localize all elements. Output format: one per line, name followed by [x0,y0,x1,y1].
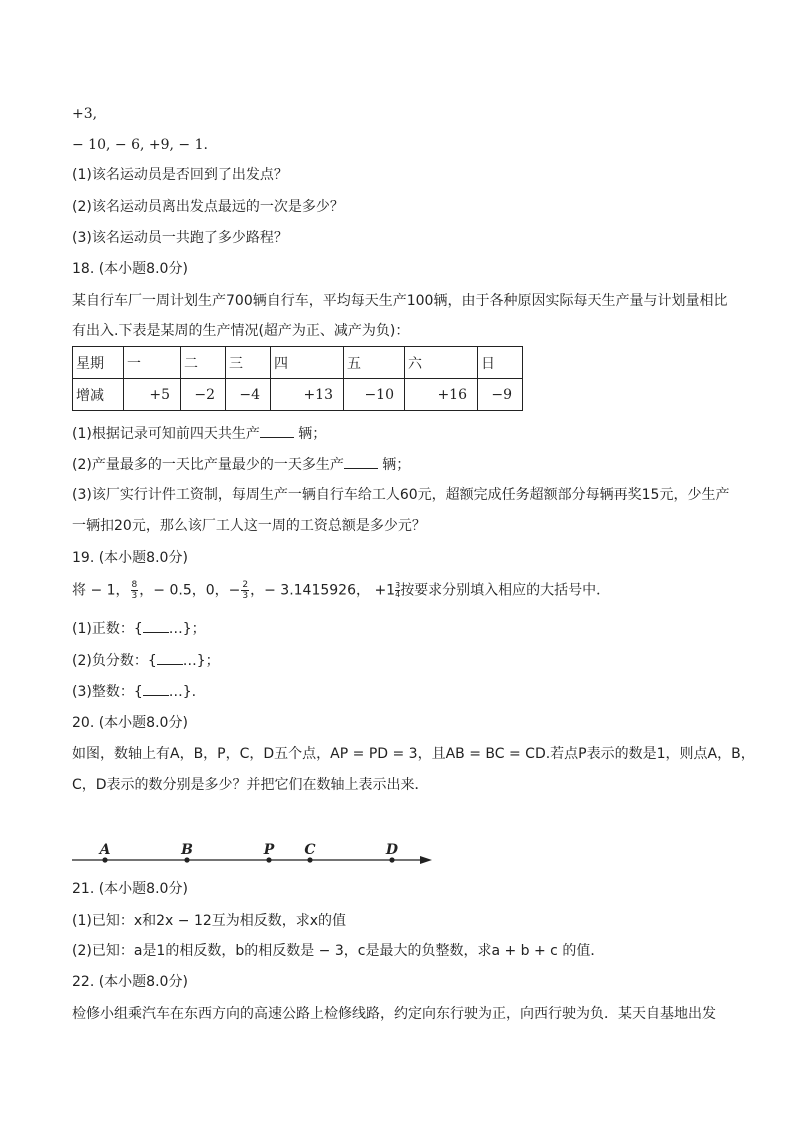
table-day: 一 [124,347,181,379]
answer-blank [143,681,169,696]
table-value: +13 [271,379,344,411]
q19-part1 [72,618,206,639]
answer-blank [260,423,294,438]
q19-part2-end: …}； [182,653,220,669]
axis-label-b: B [181,842,193,858]
q18-part2-unit: 辆； [382,457,411,473]
table-day: 二 [181,347,226,379]
table-header-label: 星期 [73,347,124,379]
table-row [73,379,523,411]
table-row-label: 增减 [73,379,124,411]
q17-part2: (2)该名运动员离出发点最远的一次是多少？ [72,199,344,215]
q19-part1-text: (1)正数：{ [72,621,143,637]
production-table [72,346,523,411]
q18-part1-unit: 辆； [298,426,327,442]
q22-paragraph-1: 检修小组乘汽车在东西方向的高速公路上检修线路，约定向东行驶为正，向西行驶为负．某天自基地出发 [72,1006,716,1022]
q19-part3-text: (3)整数：{ [72,684,143,700]
q19-heading: 19. (本小题8.0分) [72,550,188,566]
fraction-numerator: 3 [395,581,401,590]
table-value: −2 [181,379,226,411]
table-row [73,347,523,379]
q21-part1: (1)已知：x和2x − 12互为相反数，求x的值 [72,913,347,929]
q19-part3-end: …}. [168,684,197,700]
q20-heading: 20. (本小题8.0分) [72,715,188,731]
q19-prompt [72,580,610,601]
number-line [70,836,440,870]
axis-point-p [266,857,271,862]
q22-heading: 22. (本小题8.0分) [72,974,188,990]
answer-blank [344,454,378,469]
q18-part2 [72,454,410,475]
fraction-2-3 [241,580,249,601]
axis-label-a: A [99,842,111,858]
table-value: −9 [478,379,523,411]
fraction-denominator: 3 [242,591,249,601]
line-values-1: +3, [72,106,98,122]
q18-part2-text: (2)产量最多的一天比产量最少的一天多生产 [72,457,344,473]
answer-blank [143,618,169,633]
table-day: 日 [478,347,523,379]
axis-point-c [307,857,312,862]
q18-paragraph-1: 某自行车厂一周计划生产700辆自行车，平均每天生产100辆，由于各种原因实际每天生产量与计划量相比 [72,293,728,309]
axis-point-d [389,857,394,862]
q18-part1-text: (1)根据记录可知前四天共生产 [72,426,260,442]
table-day: 四 [271,347,344,379]
q17-part1: (1)该名运动员是否回到了出发点？ [72,167,288,183]
axis-point-b [184,857,189,862]
q18-heading: 18. (本小题8.0分) [72,261,188,277]
table-value: +16 [405,379,478,411]
q18-paragraph-2: 有出入.下表是某周的生产情况(超产为正、减产为负)： [72,323,410,339]
q21-part2: (2)已知：a是1的相反数，b的相反数是 − 3，c是最大的负整数，求a + b + c 的值． [72,943,605,959]
answer-blank [157,650,183,665]
q19-part3 [72,681,196,702]
q19-part2-text: (2)负分数：{ [72,653,157,669]
axis-label-d: D [385,842,399,858]
q18-part3-line1: (3)该厂实行计件工资制，每周生产一辆自行车给工人60元，超额完成任务超额部分每辆再奖15元，少生产 [72,487,730,503]
q19-text-b: ，− 0.5，0，− [139,582,241,599]
axis-label-p: P [263,842,275,858]
fraction-8-3 [131,580,139,601]
fraction-denominator: 4 [395,590,401,599]
q17-part3: (3)该名运动员一共跑了多少路程？ [72,230,288,246]
q21-heading: 21. (本小题8.0分) [72,881,188,897]
q18-part1 [72,423,326,444]
table-day: 五 [344,347,405,379]
q19-text-c: ，− 3.1415926， +1 [250,582,396,599]
fraction-numerator: 2 [242,580,249,590]
axis-label-c: C [304,842,316,858]
table-value: −10 [344,379,405,411]
q20-paragraph-1: 如图，数轴上有A，B，P，C，D五个点，AP = PD = 3，且AB = BC = CD.若点P表示的数是1，则点A，B， [72,746,755,762]
q19-text-a: 将 − 1， [72,582,130,599]
table-day: 六 [405,347,478,379]
q18-part3-line2: 一辆扣20元，那么该厂工人这一周的工资总额是多少元？ [72,518,426,534]
q19-part1-end: …}； [168,621,206,637]
axis-point-a [102,857,107,862]
table-value: −4 [226,379,271,411]
q19-text-d: 按要求分别填入相应的大括号中． [400,582,611,599]
fraction-denominator: 3 [131,591,138,601]
axis-arrow-icon [420,856,432,864]
table-value: +5 [124,379,181,411]
table-day: 三 [226,347,271,379]
q19-part2 [72,650,220,671]
line-values-2: − 10, − 6, +9, − 1. [72,137,208,153]
fraction-numerator: 8 [131,580,138,590]
q20-paragraph-2: C，D表示的数分别是多少？并把它们在数轴上表示出来． [72,777,429,793]
